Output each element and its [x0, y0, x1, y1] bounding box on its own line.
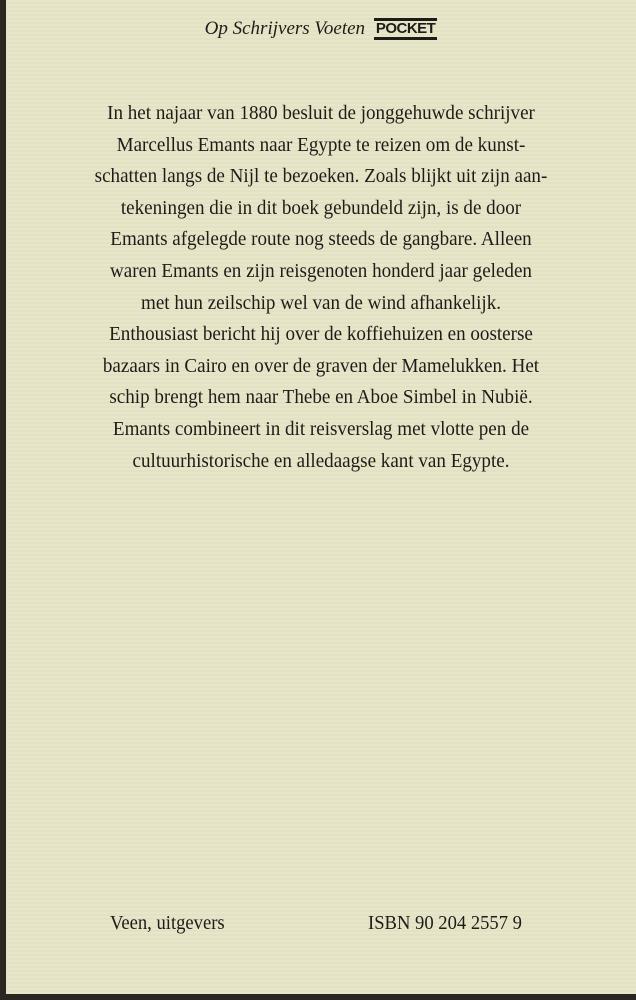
publisher-name: Veen, uitgevers [110, 912, 225, 934]
imprint-logo: POCKET [374, 18, 438, 40]
blurb-line: Emants combineert in dit reisverslag met vlotte pen de [112, 417, 530, 440]
blurb-text [6, 98, 636, 477]
blurb-line: schatten langs de Nijl te bezoeken. Zoals blijkt uit zijn aan- [94, 165, 548, 188]
blurb-line: schip brengt hem naar Thebe en Aboe Simbel in Nubië. [109, 386, 533, 409]
blurb-line: Emants afgelegde route nog steeds de gangbare. Alleen [110, 228, 532, 251]
series-name: Op Schrijvers Voeten [204, 18, 366, 39]
blurb-line: waren Emants en zijn reisgenoten honderd jaar geleden [110, 259, 532, 282]
blurb-line: In het najaar van 1880 besluit de jonggehuwde schrijver [107, 102, 535, 124]
blurb-line: met hun zeilschip wel van de wind afhankelijk. [140, 291, 501, 314]
blurb-line: Enthousiast bericht hij over de koffiehuizen en oosterse [109, 323, 533, 346]
blurb-line: tekeningen die in dit boek gebundeld zijn, is de door [120, 196, 522, 219]
blurb-line: bazaars in Cairo en over de graven der Mamelukken. Het [102, 354, 540, 377]
series-header [6, 18, 636, 40]
isbn-number: ISBN 90 204 2557 9 [368, 912, 522, 934]
blurb-line: Marcellus Emants naar Egypte te reizen om de kunst- [116, 133, 526, 156]
blurb-line: cultuurhistorische en alledaagse kant van Egypte. [132, 449, 510, 472]
book-back-cover [6, 0, 636, 994]
